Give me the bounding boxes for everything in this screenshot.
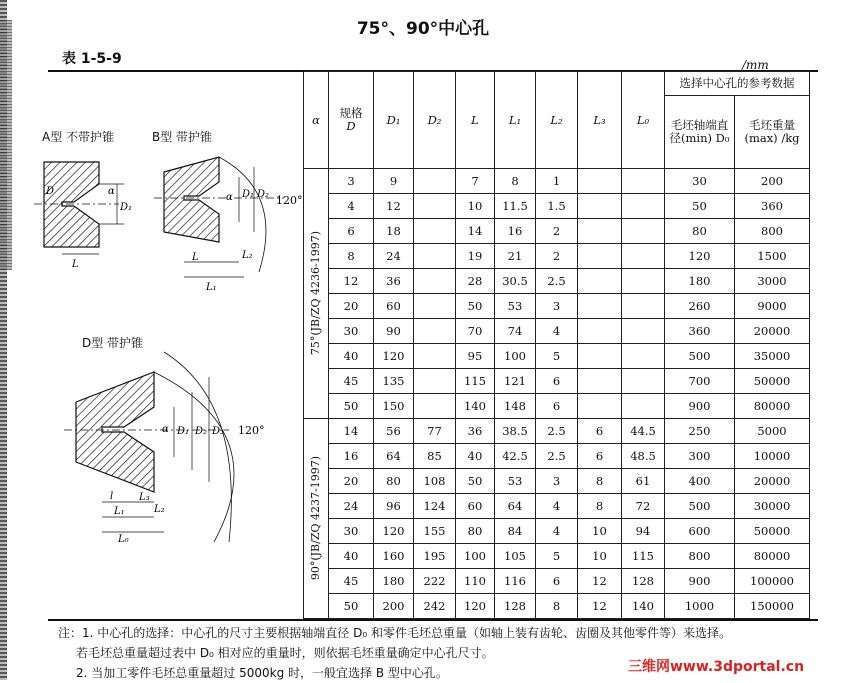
table-cell: 160 [374,544,414,569]
table-cell: 50 [329,394,374,419]
table-cell [578,269,622,294]
type-b-caption: B型 带护锥 [152,130,213,144]
table-cell: 6 [329,219,374,244]
table-row [304,344,810,369]
type-d-drawing [64,352,234,545]
table-cell [414,219,456,244]
col-ref-group: 选择中心孔的参考数据 [665,72,810,96]
table-cell [622,319,665,344]
table-cell: 94 [622,519,665,544]
table-cell: 40 [329,544,374,569]
svg-text:D₂: D₂ [257,189,270,200]
table-cell: 242 [414,594,456,619]
table-cell [622,219,665,244]
table-row [304,369,810,394]
svg-text:L₂: L₂ [154,504,165,515]
table-cell: 8 [329,244,374,269]
col-ref-weight: 毛坯重量(max) /kg [735,96,810,169]
table-cell: 53 [495,469,536,494]
watermark: 三维网www.3dportal.cn [628,659,805,675]
group-90-standard-label: 90°(JB/ZQ 4237-1997) [308,456,322,581]
col-l1: L₁ [495,72,536,169]
table-cell: 61 [622,469,665,494]
table-cell: 4 [536,519,578,544]
svg-text:D₂: D₂ [195,426,208,437]
table-cell: 6 [578,444,622,469]
table-number: 表 1-5-9 [62,51,122,67]
table-cell: 50 [456,294,495,319]
svg-text:l: l [110,491,114,502]
table-cell: 1.5 [536,194,578,219]
table-cell: 800 [735,219,810,244]
svg-text:D₁: D₁ [120,202,133,213]
table-cell: 80000 [735,394,810,419]
table-cell [578,394,622,419]
table-row [304,244,810,269]
col-l2: L₂ [536,72,578,169]
table-cell: 120 [374,344,414,369]
table-cell: 121 [495,369,536,394]
table-cell: 60 [374,294,414,319]
table-cell: 115 [622,544,665,569]
table-cell: 120 [456,594,495,619]
table-cell: 3 [329,169,374,194]
group-75-standard-label: 75°(JB/ZQ 4236-1997) [308,231,322,356]
table-cell: 8 [578,469,622,494]
table-cell: 48.5 [622,444,665,469]
table-cell: 100000 [735,569,810,594]
type-d-caption: D型 带护锥 [82,336,144,350]
col-l: L [456,72,495,169]
table-cell: 85 [414,444,456,469]
svg-text:L₁: L₁ [114,506,125,517]
table-cell: 400 [665,469,735,494]
table-cell [622,169,665,194]
table-cell: 1 [536,169,578,194]
table-cell: 80 [456,519,495,544]
table-cell: 148 [495,394,536,419]
page-title: 75°、90°中心孔 [356,19,490,39]
table-cell: 80 [665,219,735,244]
table-cell: 600 [665,519,735,544]
col-l0: L₀ [622,72,665,169]
table-cell [622,369,665,394]
table-cell: 500 [665,344,735,369]
table-cell: 72 [622,494,665,519]
table-cell [578,169,622,194]
table-cell: 12 [329,269,374,294]
table-cell: 360 [665,319,735,344]
table-cell: 140 [456,394,495,419]
table-row [304,219,810,244]
table-cell: 12 [374,194,414,219]
table-row [304,569,810,594]
table-cell: 115 [456,369,495,394]
table-cell: 40 [329,344,374,369]
note-1-cont: 若毛坯总重量超过表中 D₀ 相对应的重量时，则依据毛坯重量确定中心孔尺寸。 [76,646,494,660]
table-cell: 2.5 [536,444,578,469]
table-cell [578,319,622,344]
table-cell: 360 [735,194,810,219]
svg-text:D₁: D₁ [242,189,255,200]
table-cell: 64 [374,444,414,469]
table-cell: 3 [536,469,578,494]
table-cell: 135 [374,369,414,394]
table-cell [622,294,665,319]
table-cell: 200 [374,594,414,619]
table-cell: 30 [329,319,374,344]
table-cell: 42.5 [495,444,536,469]
table-cell: 10000 [735,444,810,469]
table-cell: 3 [536,294,578,319]
table-cell: 40 [456,444,495,469]
table-cell: 8 [578,494,622,519]
table-cell: 108 [414,469,456,494]
group-90-standard-cell [304,419,329,619]
svg-text:L₁: L₁ [206,282,217,293]
col-d2: D₂ [414,72,456,169]
svg-text:L: L [72,259,79,270]
table-cell: 9000 [735,294,810,319]
table-cell [414,294,456,319]
table-cell: 80 [374,469,414,494]
table-cell: 2 [536,244,578,269]
table-cell: 100 [456,544,495,569]
col-l3: L₃ [578,72,622,169]
group-75-standard-cell [304,169,329,419]
table-cell: 30.5 [495,269,536,294]
table-cell [414,169,456,194]
table-cell: 95 [456,344,495,369]
type-a-drawing [34,162,132,270]
table-cell: 120 [665,244,735,269]
svg-text:α: α [108,186,115,197]
table-cell: 20 [329,469,374,494]
binding-edge-shadow [0,20,12,270]
table-cell: 28 [456,269,495,294]
col-spec-line1: 规格 [339,106,363,121]
bottom-rule [48,619,818,621]
table-cell: 53 [495,294,536,319]
table-cell: 21 [495,244,536,269]
table-cell: 195 [414,544,456,569]
table-cell: 1500 [735,244,810,269]
table-cell: 45 [329,369,374,394]
table-cell [414,244,456,269]
table-cell: 800 [665,544,735,569]
table-cell: 14 [456,219,495,244]
table-cell: 18 [374,219,414,244]
table-cell: 900 [665,394,735,419]
table-cell: 77 [414,419,456,444]
table-cell: 116 [495,569,536,594]
table-cell: 6 [536,369,578,394]
svg-text:L₃: L₃ [139,492,150,503]
table-cell: 200 [735,169,810,194]
table-cell: 500 [665,494,735,519]
table-cell: 155 [414,519,456,544]
table-cell [578,369,622,394]
center-hole-drawings [14,72,304,620]
table-cell: 24 [374,244,414,269]
svg-text:D₃: D₃ [212,426,225,437]
table-cell [414,369,456,394]
unit-label: /mm [742,58,769,72]
type-a-caption: A型 不带护锥 [42,130,115,144]
svg-text:L₂: L₂ [242,250,253,261]
table-cell: 100 [495,344,536,369]
table-cell: 124 [414,494,456,519]
table-cell: 180 [665,269,735,294]
table-cell: 9 [374,169,414,194]
table-cell: 110 [456,569,495,594]
table-row [304,169,810,194]
table-cell: 10 [456,194,495,219]
svg-text:D₁: D₁ [177,426,190,437]
table-cell [578,219,622,244]
table-cell: 12 [578,594,622,619]
table-cell: 56 [374,419,414,444]
table-row [304,394,810,419]
table-cell: 11.5 [495,194,536,219]
table-cell: 16 [495,219,536,244]
table-cell [622,344,665,369]
svg-text:D: D [46,186,55,197]
table-row [304,419,810,444]
table-cell: 74 [495,319,536,344]
angle-label-top: 120° [276,194,303,207]
table-cell: 96 [374,494,414,519]
table-cell: 8 [536,594,578,619]
col-ref-d0: 毛坯轴端直径(min) D₀ [665,96,735,169]
table-cell: 24 [329,494,374,519]
table-cell: 6 [578,419,622,444]
table-cell [578,194,622,219]
table-cell: 60 [456,494,495,519]
table-cell: 6 [536,394,578,419]
col-spec-line2: D [346,119,356,133]
col-spec [329,72,374,169]
table-row [304,444,810,469]
table-cell: 30000 [735,494,810,519]
table-cell: 2.5 [536,419,578,444]
table-cell [414,344,456,369]
col-alpha: α [304,72,329,169]
table-cell: 105 [495,544,536,569]
table-cell: 50 [456,469,495,494]
table-cell: 16 [329,444,374,469]
table-cell [414,319,456,344]
table-row [304,544,810,569]
table-cell: 10 [578,544,622,569]
table-cell: 4 [329,194,374,219]
table-cell: 180 [374,569,414,594]
table-cell: 45 [329,569,374,594]
table-cell: 120 [374,519,414,544]
table-row [304,494,810,519]
table-cell: 84 [495,519,536,544]
table-cell: 50 [329,594,374,619]
table-cell: 20000 [735,469,810,494]
table-cell: 222 [414,569,456,594]
table-cell: 4 [536,494,578,519]
table-cell [414,394,456,419]
table-row [304,194,810,219]
table-cell: 90 [374,319,414,344]
table-cell: 2 [536,219,578,244]
table-cell: 250 [665,419,735,444]
table-cell [578,344,622,369]
table-cell: 30 [665,169,735,194]
table-cell: 50000 [735,369,810,394]
spec-table [303,71,810,619]
table-cell: 70 [456,319,495,344]
table-cell: 14 [329,419,374,444]
table-cell [622,394,665,419]
table-cell: 50000 [735,519,810,544]
table-cell: 300 [665,444,735,469]
table-cell [578,244,622,269]
note-1: 注：1. 中心孔的选择：中心孔的尺寸主要根据轴端直径 D₀ 和零件毛坯总重量（如轴上装有齿轮、齿圈及其他零件等）来选择。 [58,626,731,640]
drawings-panel [14,72,304,620]
table-cell: 12 [578,569,622,594]
table-cell: 80000 [735,544,810,569]
table-cell: 5 [536,544,578,569]
table-cell: 44.5 [622,419,665,444]
type-b-drawing [154,157,284,293]
table-cell: 128 [495,594,536,619]
table-row [304,269,810,294]
table-cell [414,269,456,294]
table-row [304,319,810,344]
table-cell: 5 [536,344,578,369]
table-cell: 900 [665,569,735,594]
table-cell: 2.5 [536,269,578,294]
table-cell: 1000 [665,594,735,619]
table-cell: 7 [456,169,495,194]
table-cell: 64 [495,494,536,519]
table-cell: 5000 [735,419,810,444]
table-cell: 30 [329,519,374,544]
table-row [304,294,810,319]
table-cell: 38.5 [495,419,536,444]
table-cell: 140 [622,594,665,619]
table-cell: 50 [665,194,735,219]
table-row [304,469,810,494]
table-cell [622,244,665,269]
angle-label-bottom: 120° [238,424,265,437]
svg-text:L₀: L₀ [118,534,129,545]
table-cell: 19 [456,244,495,269]
table-row [304,594,810,619]
table-row [304,519,810,544]
svg-text:α: α [226,192,233,203]
table-cell [578,294,622,319]
table-cell: 36 [374,269,414,294]
table-cell [414,194,456,219]
table-cell: 20000 [735,319,810,344]
table-cell: 36 [456,419,495,444]
table-cell: 700 [665,369,735,394]
svg-text:α: α [162,424,169,435]
table-cell: 20 [329,294,374,319]
table-cell: 260 [665,294,735,319]
col-d1: D₁ [374,72,414,169]
table-cell: 35000 [735,344,810,369]
table-cell: 10 [578,519,622,544]
table-cell [622,194,665,219]
table-cell: 128 [622,569,665,594]
note-2: 2. 当加工零件毛坯总重量超过 5000kg 时，一般宜选择 B 型中心孔。 [76,666,448,680]
table-cell: 150 [374,394,414,419]
svg-text:L: L [192,252,199,263]
table-cell: 150000 [735,594,810,619]
table-cell: 3000 [735,269,810,294]
table-cell: 4 [536,319,578,344]
table-cell [622,269,665,294]
table-cell: 6 [536,569,578,594]
table-cell: 8 [495,169,536,194]
